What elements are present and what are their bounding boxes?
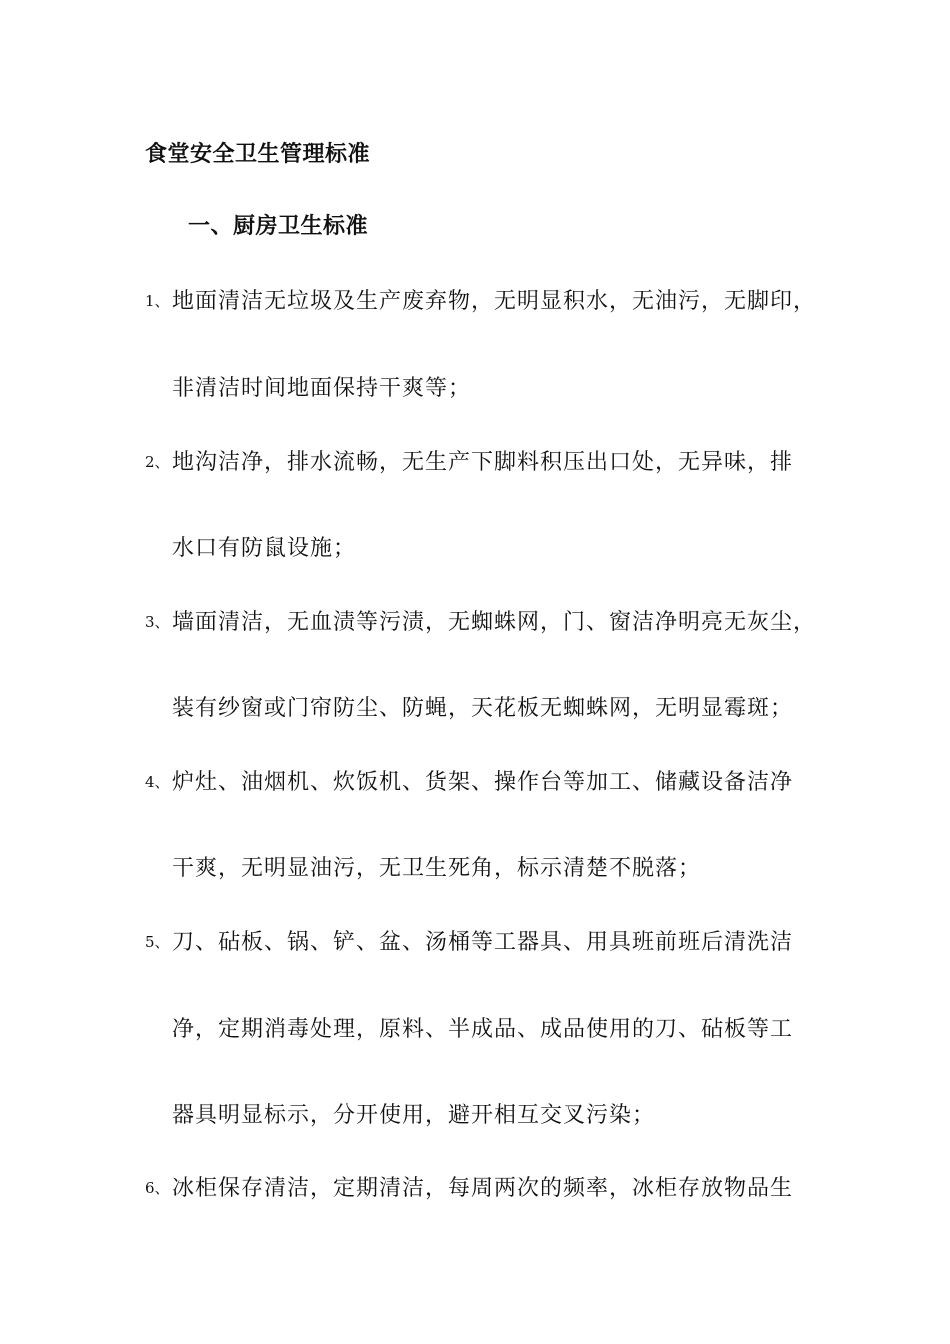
item-text-line: 冰柜保存清洁，定期清洁，每周两次的频率，冰柜存放物品生 [172,1176,794,1201]
item-number: 1、 [145,292,170,310]
document-title: 食堂安全卫生管理标准 [145,142,371,167]
item-text-line: 非清洁时间地面保持干爽等； [172,376,472,401]
item-number: 3、 [145,613,170,631]
item-text-line: 器具明显标示，分开使用，避开相互交叉污染； [172,1103,656,1128]
item-text-line: 刀、砧板、锅、铲、盆、汤桶等工器具、用具班前班后清洗洁 [172,930,794,955]
item-number: 6、 [145,1179,170,1197]
section-heading: 一、厨房卫生标准 [188,214,369,239]
item-number: 5、 [145,933,170,951]
item-text-line: 墙面清洁，无血渍等污渍，无蜘蛛网，门、窗洁净明亮无灰尘， [172,610,817,635]
item-text-line: 地面清洁无垃圾及生产废弃物，无明显积水，无油污，无脚印， [172,289,817,314]
item-text-line: 干爽，无明显油污，无卫生死角，标示清楚不脱落； [172,856,702,881]
item-text-line: 装有纱窗或门帘防尘、防蝇，天花板无蜘蛛网，无明显霉斑； [172,696,794,721]
item-text-line: 炉灶、油烟机、炊饭机、货架、操作台等加工、储藏设备洁净 [172,770,794,795]
item-text-line: 地沟洁净，排水流畅，无生产下脚料积压出口处，无异味，排 [172,450,794,475]
item-number: 2、 [145,453,170,471]
item-text-line: 净，定期消毒处理，原料、半成品、成品使用的刀、砧板等工 [172,1017,794,1042]
item-number: 4、 [145,773,170,791]
item-text-line: 水口有防鼠设施； [172,536,357,561]
